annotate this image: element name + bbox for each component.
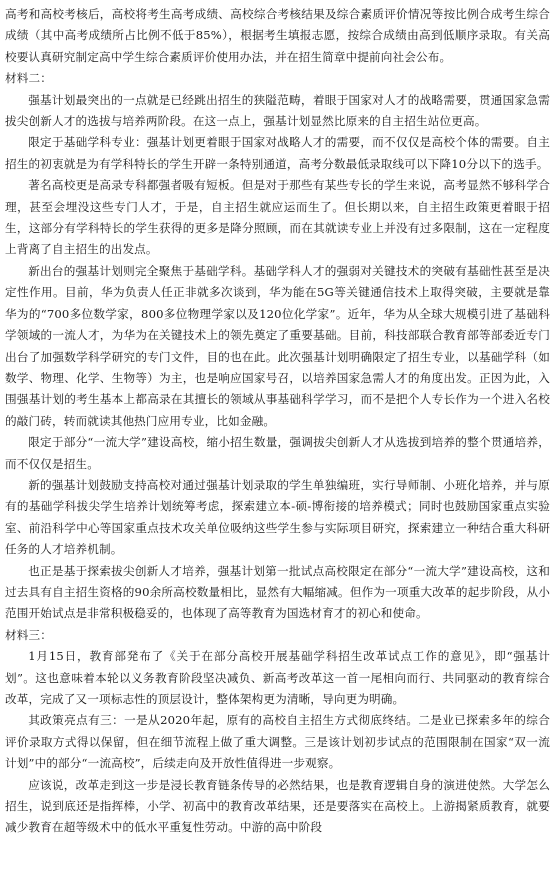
paragraph: 其政策亮点有三：一是从2020年起，原有的高校自主招生方式彻底终结。二是业已探索多年的综合评价录取方式得以保留，但在细节流程上做了重大调整。三是该计划初步试点的范围限制在国家“双一流计划”中的部分“一流高校”，后续走向及开放性值得进一步观察。 (5, 713, 550, 771)
paragraph: 限定于部分“一流大学”建设高校，缩小招生数量，强调拔尖创新人才从选拔到培养的整个贯通培养，而不仅仅是招生。 (5, 435, 550, 471)
paragraph: 新的强基计划鼓励支持高校对通过强基计划录取的学生单独编班，实行导师制、小班化培养，并与原有的基础学科拔尖学生培养计划统筹考虑，探索建立本-硕-博衔接的培养模式；同时也鼓励国家重点实验室、前沿科学中心等国家重点技术攻关单位吸纳这些学生参与实际项目研究，探索建立一种结合重大科研任务的人才培养机制。 (5, 477, 550, 557)
paragraph: 应该说，改革走到这一步是浸长教育链条传导的必然结果，也是教育逻辑自身的演进使然。大学怎么招生，说到底还是指挥棒，小学、初高中的教育改革结果，还是要落实在高校上。上游揭紧质教育，就要减少教育在超等级术中的低水平重复性劳动。中游的高中阶段 (5, 777, 550, 835)
paragraph: 新出台的强基计划则完全聚焦于基础学科。基础学科人才的强弱对关键技术的突破有基础性甚至是决定性作用。目前，华为负责人任正非就多次谈到，华为能在5G等关键通信技术上取得突破，主要就是靠华为的“700多位数学家，800多位物理学家以及120位化学家”。近年，华为从全球大规模引进了基础科学领域的一流人才，为华为在关键技术上的领先奠定了重要基础。目前，科技部联合教育部等部委近专门出台了加强数学科学研究的专门文件，目的也在此。此次强基计划明确限定了招生专业，以基础学科（如数学、物理、化学、生物等）为主，也是响应国家号召，以培养国家急需人才的角度出发。正因为此，入围强基计划的考生基本上都高录在其擅长的领域从事基础科学学习，而不是把个人专长作为一个进入名校的敲门砖，转而就读其他热门应用专业，比如金融。 (5, 263, 550, 428)
section-heading: 材料三： (5, 627, 52, 642)
section-heading: 材料二： (5, 71, 52, 86)
paragraph: 限定于基础学科专业：强基计划更着眼于国家对战略人才的需要，而不仅仅是高校个体的需要。自主招生的初衷就是为有学科特长的学生开辟一条特别通道，高考分数最低录取线可以下降10分以下的选手。 (5, 135, 550, 171)
paragraph: 强基计划最突出的一点就是已经跳出招生的狭隘范畴，着眼于国家对人才的战略需要，贯通国家急需拔尖创新人才的选拔与培养两阶段。在这一点上，强基计划显然比原来的自主招生站位更高。 (5, 92, 550, 129)
paragraph: 也正是基于探索拔尖创新人才培养，强基计划第一批试点高校限定在部分“一流大学”建设高校，这和过去具有自主招生资格的90余所高校数量相比，显然有大幅缩减。但作为一项重大改革的起步阶段，从小范围开始试点是非常积极稳妥的，也体现了高等教育为国选材育才的初心和使命。 (5, 563, 550, 621)
paragraph: 1月15日，教育部発布了《关于在部分高校开展基础学科招生改革试点工作的意见》，即“强基计划”。这也意味着本轮以义务教育阶段坚决减负、新高考改革这一首一尾相向而行、共同驱动的教育综合改革，完成了又一项标志性的顶层设计，整体架构更为清晰，导向更为明确。 (5, 649, 550, 706)
document-page (5, 4, 550, 839)
paragraph: 著名高校更是高录专科都强者吸有短板。但是对于那些有某些专长的学生来说，高考显然不够科学合理，甚至会埋没这些专门人才，于是，自主招生就应运而生了。但长期以来，自主招生政策更着眼于招生，这部分有学科特长的学生获得的更多是降分照顾，而在其就读专业上并没有过多限制，这在一定程度上背离了自主招生的出发点。 (5, 178, 550, 257)
paragraph: 高考和高校考核后，高校将考生高考成绩、高校综合考核结果及综合素质评价情况等按比例合成考生综合成绩（其中高考成绩所占比例不低于85%），根据考生填报志愿，按综合成绩由高到低顺序录取。有关高校要认真研究制定高中学生综合素质评价使用办法，并在招生简章中提前向社会公布。 (5, 7, 550, 64)
